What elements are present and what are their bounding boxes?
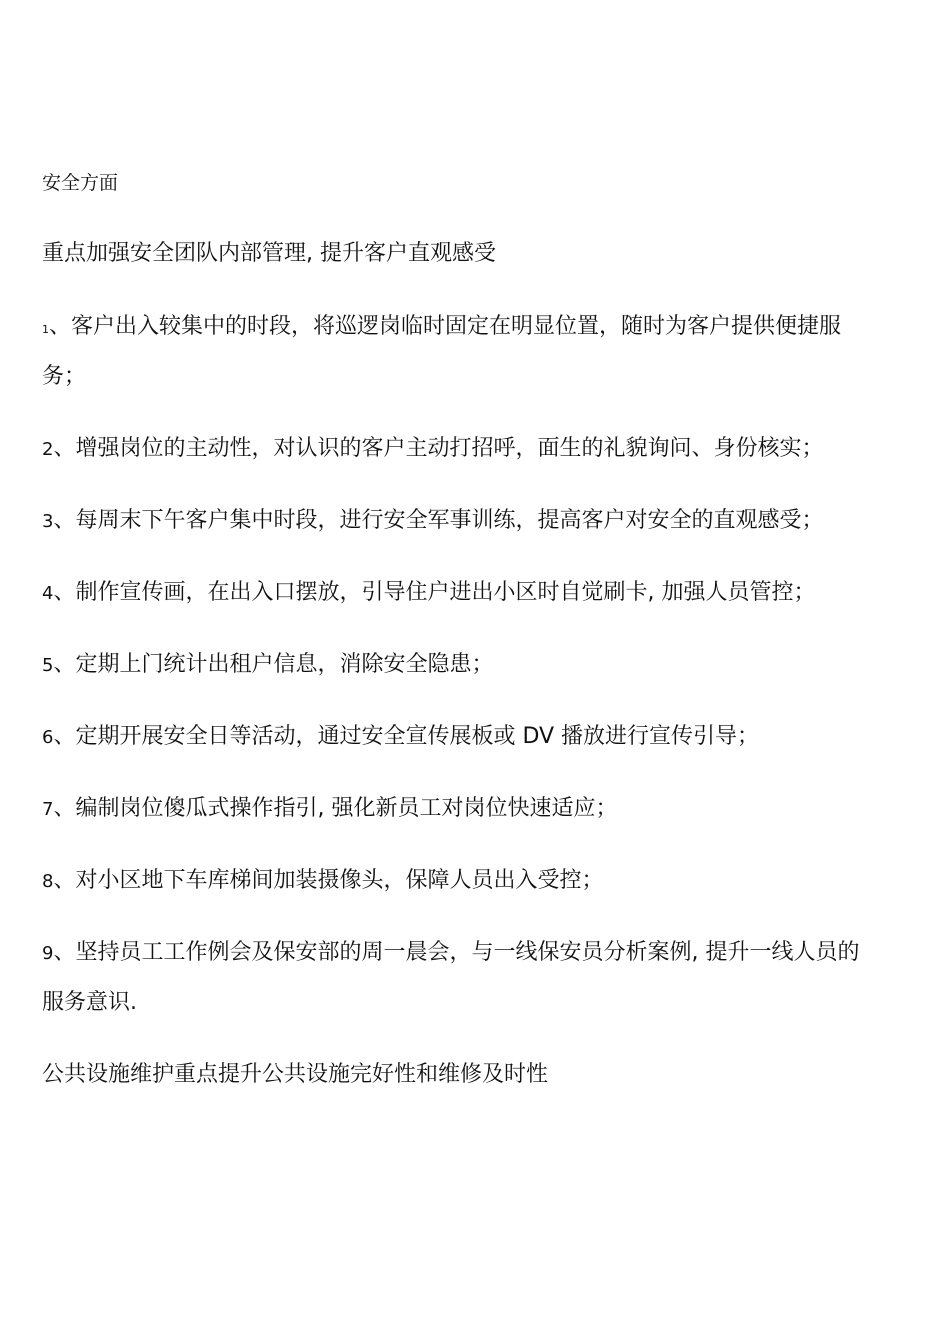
item-number: 5 (42, 655, 54, 676)
list-item-3 (42, 508, 823, 534)
item-number: 1 (42, 323, 49, 336)
item-text: 对小区地下车库梯间加装摄像头，保障人员出入受控； (75, 868, 604, 893)
item-number: 4 (42, 583, 54, 604)
item-number: 3 (42, 511, 54, 532)
item-number: 8 (42, 871, 54, 892)
item-separator: 、 (53, 796, 76, 821)
item-number: 9 (42, 943, 54, 964)
section-title: 安全方面 (42, 172, 119, 194)
item-separator: 、 (49, 314, 72, 339)
list-item-7 (42, 796, 617, 822)
item-text: 务； (42, 364, 87, 389)
item-text: 定期上门统计出租户信息，消除安全隐患； (75, 652, 494, 677)
item-text: 编制岗位傻瓜式操作指引, 强化新员工对岗位快速适应； (75, 796, 618, 821)
item-separator: 、 (53, 580, 76, 605)
item-text: 增强岗位的主动性，对认识的客户主动打招呼，面生的礼貌询问、身份核实； (75, 436, 824, 461)
item-text: 服务意识. (42, 990, 137, 1015)
item-separator: 、 (53, 940, 76, 965)
list-item-9-continuation (42, 990, 137, 1016)
item-separator: 、 (53, 724, 76, 749)
item-number: 7 (42, 799, 54, 820)
list-item-8 (42, 868, 603, 894)
section-subtitle: 重点加强安全团队内部管理, 提升客户直观感受 (42, 241, 496, 266)
list-item-9 (42, 940, 859, 966)
list-item-1 (42, 314, 841, 340)
item-text: 客户出入较集中的时段，将巡逻岗临时固定在明显位置，随时为客户提供便捷服 (71, 314, 842, 339)
list-item-4 (42, 580, 815, 606)
item-number: 2 (42, 439, 54, 460)
item-separator: 、 (53, 652, 76, 677)
list-item-2 (42, 436, 823, 462)
list-item-6 (42, 724, 759, 750)
item-separator: 、 (53, 868, 76, 893)
item-text: 每周末下午客户集中时段，进行安全军事训练，提高客户对安全的直观感受； (75, 508, 824, 533)
footer-heading: 公共设施维护重点提升公共设施完好性和维修及时性 (42, 1062, 549, 1087)
list-item-1-continuation (42, 364, 86, 390)
item-separator: 、 (53, 436, 76, 461)
item-text: 定期开展安全日等活动，通过安全宣传展板或 DV 播放进行宣传引导； (75, 724, 760, 749)
item-text: 制作宣传画，在出入口摆放，引导住户进出小区时自觉刷卡, 加强人员管控； (75, 580, 816, 605)
item-text: 坚持员工工作例会及保安部的周一晨会，与一线保安员分析案例, 提升一线人员的 (75, 940, 860, 965)
item-number: 6 (42, 727, 54, 748)
list-item-5 (42, 652, 493, 678)
item-separator: 、 (53, 508, 76, 533)
